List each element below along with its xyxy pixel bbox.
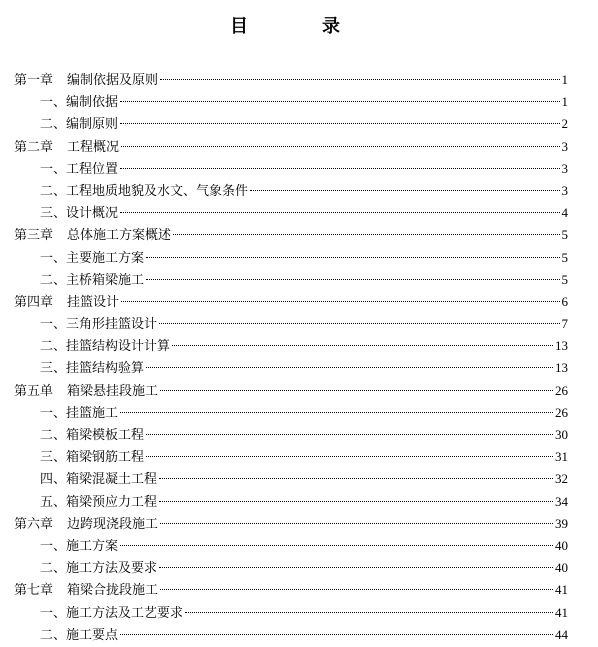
toc-dot-leader [159, 478, 553, 479]
toc-dot-leader [121, 301, 559, 302]
toc-page-number: 1 [561, 72, 568, 87]
toc-page-number: 40 [555, 537, 568, 553]
toc-entry-label: 三角形挂篮设计 [66, 317, 158, 333]
toc-chapter-entry [14, 69, 568, 91]
toc-list [14, 69, 568, 646]
toc-section-entry [14, 113, 568, 135]
toc-entry-number: 三、 [40, 450, 67, 466]
toc-entry-number: 二、 [40, 272, 67, 288]
toc-dot-leader [250, 190, 559, 191]
toc-chapter-entry [14, 291, 568, 313]
toc-dot-leader [160, 79, 559, 80]
toc-entry-text [40, 248, 144, 270]
toc-entry-number: 第三章 [14, 228, 54, 244]
toc-entry-label: 挂篮结构验算 [66, 361, 145, 377]
toc-section-entry [14, 602, 568, 624]
toc-page-number: 39 [555, 515, 568, 531]
toc-page-number: 31 [555, 449, 568, 465]
toc-title: 目 录 [230, 16, 368, 37]
toc-entry-text [40, 603, 183, 625]
toc-chapter-entry [14, 224, 568, 246]
toc-section-entry [14, 491, 568, 513]
toc-dot-leader [173, 234, 559, 235]
toc-section-entry [14, 424, 568, 446]
toc-entry-text [40, 447, 144, 469]
toc-entry-text [40, 469, 157, 491]
toc-entry-label: 施工方法及工艺要求 [66, 605, 184, 621]
toc-page-number: 32 [555, 471, 568, 487]
toc-entry-label: 编制依据及原则 [67, 73, 159, 88]
toc-dot-leader [159, 501, 553, 502]
toc-entry-number: 第七章 [14, 583, 54, 599]
toc-dot-leader [120, 212, 559, 213]
toc-entry-label: 箱梁合拢段施工 [67, 583, 159, 599]
toc-entry-text [14, 381, 158, 403]
toc-entry-label: 箱梁模板工程 [66, 428, 145, 443]
toc-entry-text [40, 114, 118, 136]
toc-entry-number: 第四章 [14, 294, 54, 310]
toc-entry-number: 二、 [40, 183, 67, 199]
toc-section-entry [14, 269, 568, 291]
toc-entry-text [40, 358, 144, 380]
toc-entry-label: 主桥箱梁施工 [66, 272, 145, 288]
toc-entry-text [14, 292, 119, 314]
toc-entry-label: 工程地质地貌及水文、气象条件 [66, 183, 249, 199]
toc-section-entry [14, 535, 568, 557]
toc-dot-leader [146, 367, 553, 368]
toc-entry-text [14, 137, 119, 159]
toc-section-entry [14, 335, 568, 357]
toc-entry-label: 箱梁预应力工程 [66, 494, 158, 510]
toc-page-number: 13 [555, 360, 568, 376]
toc-entry-text [40, 159, 118, 181]
toc-entry-label: 施工方案 [66, 538, 119, 554]
toc-page-number: 5 [561, 227, 568, 243]
toc-entry-label: 设计概况 [66, 206, 119, 222]
toc-entry-number: 二、 [40, 561, 67, 577]
toc-dot-leader [160, 589, 553, 590]
toc-entry-text [40, 203, 118, 225]
toc-entry-number: 一、 [40, 250, 67, 266]
toc-page-number: 7 [561, 316, 568, 332]
toc-entry-number: 第五单 [14, 383, 54, 399]
toc-dot-leader [159, 323, 559, 324]
toc-dot-leader [120, 168, 559, 169]
toc-entry-number: 二、 [40, 428, 67, 443]
toc-dot-leader [185, 612, 553, 613]
toc-section-entry [14, 624, 568, 646]
toc-section-entry [14, 202, 568, 224]
toc-entry-label: 挂篮设计 [67, 294, 120, 310]
toc-entry-text [40, 181, 248, 203]
toc-entry-text [40, 558, 157, 580]
toc-dot-leader [120, 101, 559, 102]
toc-page-number: 26 [555, 404, 568, 420]
toc-section-entry [14, 247, 568, 269]
toc-section-entry [14, 357, 568, 379]
toc-entry-number: 一、 [40, 161, 67, 177]
toc-entry-label: 工程概况 [67, 139, 120, 155]
toc-page-number: 44 [555, 626, 568, 642]
toc-entry-text [40, 92, 118, 114]
toc-entry-text [14, 70, 158, 92]
toc-entry-label: 编制原则 [66, 117, 119, 133]
toc-entry-number: 三、 [40, 206, 67, 222]
toc-dot-leader [146, 257, 559, 258]
toc-entry-label: 箱梁悬挂段施工 [67, 383, 159, 399]
toc-page-number: 41 [555, 604, 568, 620]
toc-page-number: 26 [555, 382, 568, 398]
toc-entry-number: 五、 [40, 494, 67, 510]
toc-entry-text [40, 403, 118, 425]
toc-page-number: 41 [555, 582, 568, 598]
toc-entry-text [40, 425, 144, 447]
toc-entry-label: 施工要点 [66, 627, 119, 643]
toc-entry-number: 第六章 [14, 516, 54, 532]
toc-entry-number: 一、 [40, 405, 67, 421]
toc-dot-leader [120, 412, 553, 413]
toc-page-number: 5 [561, 271, 568, 287]
toc-section-entry [14, 402, 568, 424]
toc-entry-text [40, 336, 170, 358]
toc-dot-leader [120, 123, 559, 124]
toc-entry-text [14, 225, 171, 247]
toc-page-number: 3 [561, 138, 568, 154]
toc-entry-number: 一、 [40, 317, 67, 333]
toc-entry-number: 一、 [40, 538, 67, 554]
toc-entry-label: 总体施工方案概述 [67, 228, 172, 244]
toc-dot-leader [120, 634, 553, 635]
toc-dot-leader [160, 523, 553, 524]
toc-entry-number: 二、 [40, 117, 67, 133]
toc-entry-label: 箱梁钢筋工程 [66, 450, 145, 466]
toc-section-entry [14, 91, 568, 113]
toc-section-entry [14, 446, 568, 468]
toc-section-entry [14, 468, 568, 490]
toc-entry-label: 工程位置 [66, 161, 119, 177]
toc-entry-number: 三、 [40, 361, 67, 377]
toc-chapter-entry [14, 136, 568, 158]
toc-entry-number: 四、 [40, 472, 67, 488]
toc-chapter-entry [14, 513, 568, 535]
toc-section-entry [14, 180, 568, 202]
toc-entry-label: 施工方法及要求 [66, 561, 158, 577]
toc-dot-leader [146, 279, 559, 280]
toc-entry-number: 一、 [40, 95, 67, 111]
toc-dot-leader [160, 390, 553, 391]
toc-entry-number: 第二章 [14, 139, 54, 155]
toc-dot-leader [159, 567, 553, 568]
toc-entry-label: 边跨现浇段施工 [67, 516, 159, 532]
toc-entry-number: 第一章 [14, 73, 54, 88]
toc-chapter-entry [14, 579, 568, 601]
toc-entry-text [40, 536, 118, 558]
toc-dot-leader [121, 146, 559, 147]
toc-entry-text [40, 270, 144, 292]
toc-entry-label: 挂篮结构设计计算 [66, 339, 171, 355]
toc-page-number: 40 [555, 560, 568, 576]
toc-page-number: 34 [555, 493, 568, 509]
toc-dot-leader [146, 434, 553, 435]
toc-section-entry [14, 158, 568, 180]
toc-dot-leader [172, 345, 553, 346]
toc-page-number: 3 [561, 182, 568, 198]
toc-page-number: 13 [555, 338, 568, 354]
toc-page-number: 2 [561, 116, 568, 132]
toc-page-number: 3 [561, 160, 568, 176]
toc-page-number: 6 [561, 293, 568, 309]
toc-page-number: 4 [561, 205, 568, 221]
toc-entry-label: 箱梁混凝土工程 [66, 472, 158, 488]
toc-entry-text [14, 580, 158, 602]
toc-chapter-entry [14, 380, 568, 402]
toc-page-number: 5 [561, 249, 568, 265]
toc-entry-label: 编制依据 [66, 95, 119, 111]
toc-entry-number: 二、 [40, 627, 67, 643]
toc-entry-label: 挂篮施工 [66, 405, 119, 421]
toc-entry-label: 主要施工方案 [66, 250, 145, 266]
toc-dot-leader [120, 545, 553, 546]
toc-entry-text [14, 514, 158, 536]
toc-entry-number: 二、 [40, 339, 67, 355]
toc-page-number: 1 [561, 94, 568, 110]
toc-entry-text [40, 492, 157, 514]
toc-entry-text [40, 625, 118, 647]
toc-entry-text [40, 314, 157, 336]
toc-section-entry [14, 557, 568, 579]
toc-entry-number: 一、 [40, 605, 67, 621]
toc-page-number: 30 [555, 427, 568, 442]
toc-section-entry [14, 313, 568, 335]
toc-dot-leader [146, 456, 553, 457]
